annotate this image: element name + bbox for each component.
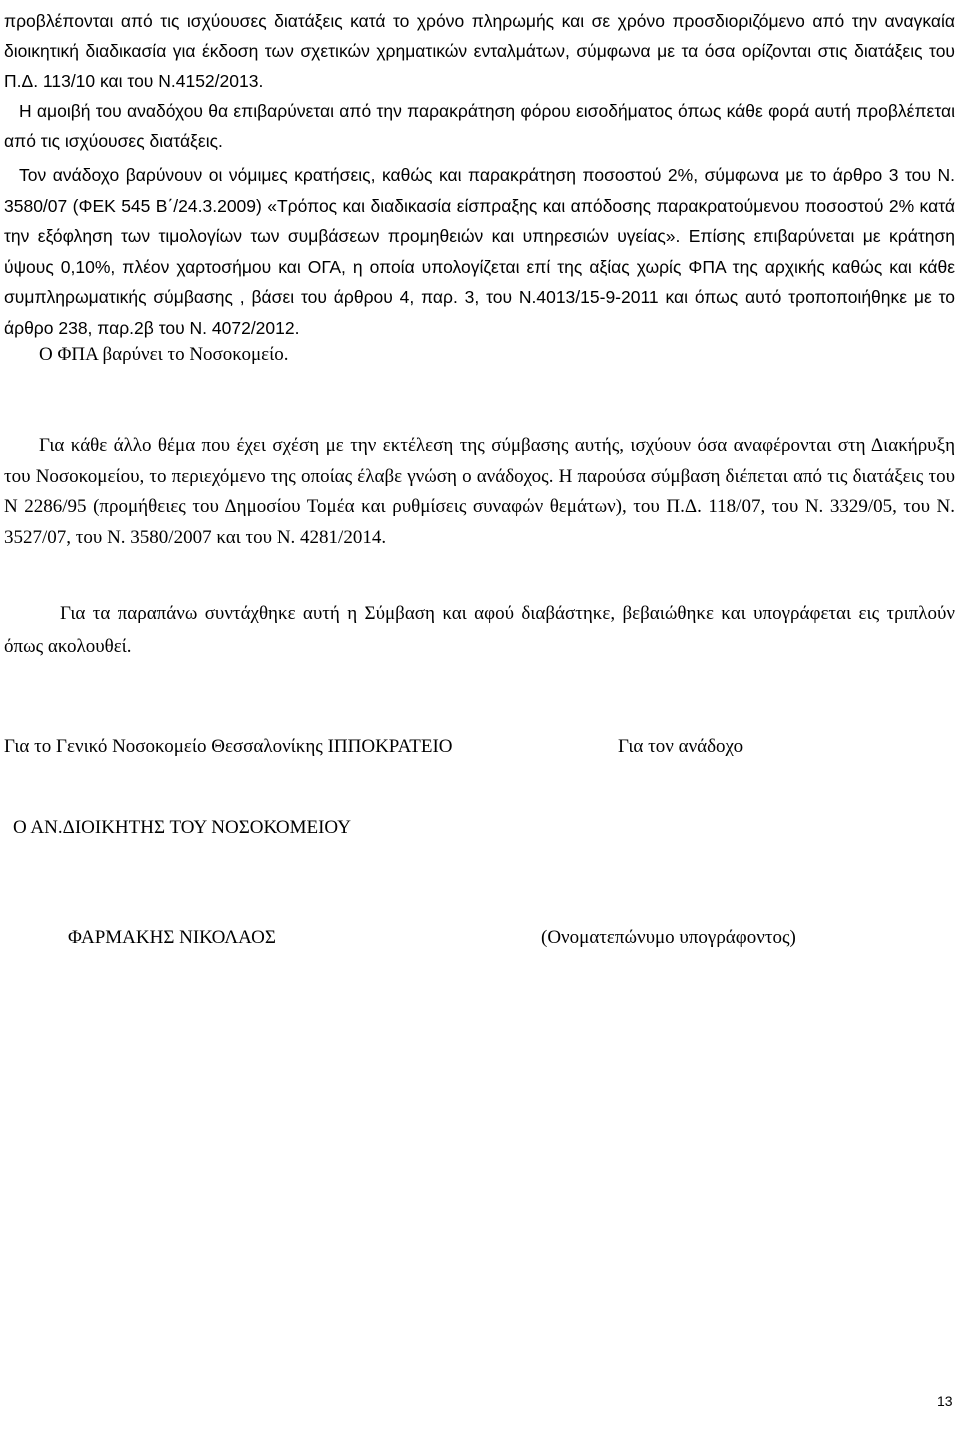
paragraph-income-tax: Η αμοιβή του αναδόχου θα επιβαρύνεται από την παρακράτηση φόρου εισοδήματος όπως κάθε φορά αυτή προβλέπεται από τις ισχύουσες διατάξεις. [4, 101, 955, 151]
signature-director-name: ΦΑΡΜΑΚΗΣ ΝΙΚΟΛΑΟΣ [68, 927, 276, 948]
signature-party-hospital: Για το Γενικό Νοσοκομείο Θεσσαλονίκης ΙΠΠΟΚΡΑΤΕΙΟ [4, 736, 453, 757]
page-number: 13 [937, 1393, 953, 1409]
signature-party-contractor: Για τον ανάδοχο [618, 736, 744, 757]
paragraph-signing-statement: Για τα παραπάνω συντάχθηκε αυτή η Σύμβαση και αφού διαβάστηκε, βεβαιώθηκε και υπογράφεται εις τριπλούν όπως ακολουθεί. [4, 603, 955, 657]
signature-contractor-placeholder: (Ονοματεπώνυμο υπογράφοντος) [541, 927, 796, 948]
signature-director-title: Ο ΑΝ.ΔΙΟΙΚΗΤΗΣ ΤΟΥ ΝΟΣΟΚΟΜΕΙΟΥ [13, 817, 351, 838]
paragraph-governing-law: Για κάθε άλλο θέμα που έχει σχέση με την εκτέλεση της σύμβασης αυτής, ισχύουν όσα αναφέρονται στη Διακήρυξη του Νοσοκομείου, το περιεχόμενο της οποίας έλαβε γνώση ο ανάδοχος. Η παρούσα σύμβαση διέπεται από τις διατάξεις του Ν 2286/95 (προμήθειες του Δημοσίου Τομέα και ρυθμίσεις συναφών θεμάτων), του Π.Δ. 118/07, του Ν. 3329/05, του Ν. 3527/07, του Ν. 3580/2007 και του Ν. 4281/2014. [4, 435, 955, 548]
paragraph-payment-terms: προβλέπονται από τις ισχύουσες διατάξεις κατά το χρόνο πληρωμής και σε χρόνο προσδιοριζόμενο από την αναγκαία διοικητική διαδικασία για έκδοση των σχετικών χρηματικών ενταλμάτων, σύμφωνα με τα όσα ορίζονται στις διατάξεις του Π.Δ. 113/10 και του Ν.4152/2013. [4, 11, 955, 91]
paragraph-vat: Ο ΦΠΑ βαρύνει το Νοσοκομείο. [39, 344, 289, 365]
paragraph-deductions: Τον ανάδοχο βαρύνουν οι νόμιμες κρατήσεις, καθώς και παρακράτηση ποσοστού 2%, σύμφωνα με το άρθρο 3 του Ν. 3580/07 (ΦΕΚ 545 Β΄/24.3.2009) «Τρόπος και διαδικασία είσπραξης και απόδοσης παρακρατούμενου ποσοστού 2% κατά την εξόφληση των τιμολογίων των συμβάσεων προμηθειών και υπηρεσιών υγείας». Επίσης επιβαρύνεται με κράτηση ύψους 0,10%, πλέον χαρτοσήμου και ΟΓΑ, η οποία υπολογίζεται επί της αξίας χωρίς ΦΠΑ της αρχικής καθώς και κάθε συμπληρωματικής σύμβασης , βάσει του άρθρου 4, παρ. 3, του Ν.4013/15-9-2011 και όπως αυτό τροποποιήθηκε με το άρθρο 238, παρ.2β του Ν. 4072/2012. [4, 165, 955, 338]
